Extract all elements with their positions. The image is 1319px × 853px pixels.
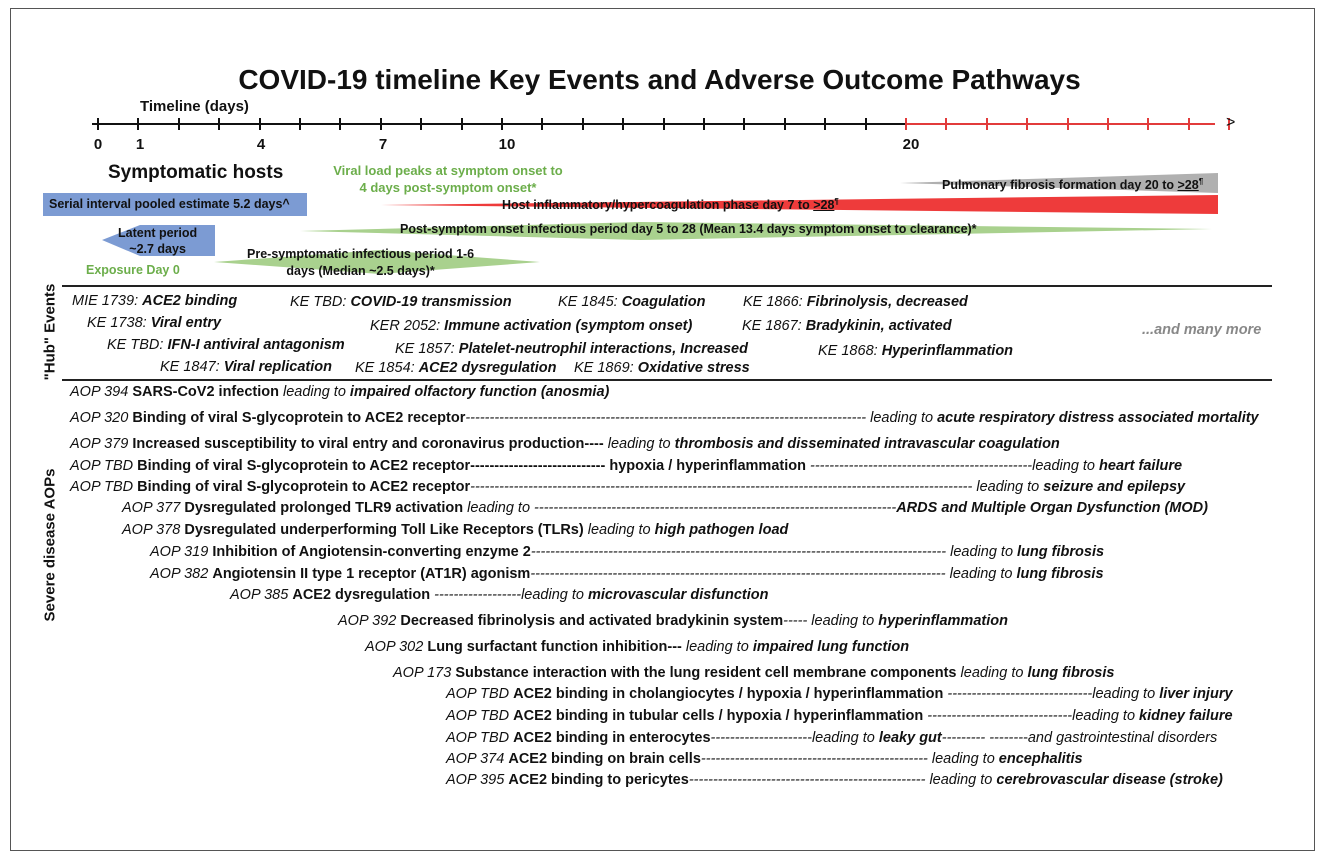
latent-line-2: ~2.7 days: [129, 242, 186, 256]
aop-id: AOP 320: [70, 410, 133, 426]
aop-id: AOP 382: [150, 566, 213, 582]
aop-id: AOP 173: [393, 665, 456, 681]
aop-name: Decreased fibrinolysis and activated bradykinin system: [400, 613, 784, 629]
latent-period-label: [118, 225, 197, 257]
hub-event: [160, 359, 332, 375]
aop-row: [446, 708, 1233, 724]
aop-lead: ------------------leading to: [430, 587, 588, 603]
aop-id: AOP TBD: [446, 708, 514, 724]
aop-row: [338, 613, 1008, 629]
inflammation-label: [502, 197, 839, 212]
aop-outcome: encephalitis: [998, 751, 1083, 767]
aop-row: [70, 436, 1060, 452]
tick-label-4: 4: [256, 136, 266, 153]
hub-event-id: MIE 1739:: [72, 293, 139, 309]
exposure-label: Exposure Day 0: [86, 263, 180, 277]
hub-event-id: KE TBD:: [107, 337, 164, 353]
postsymptom-label: Post-symptom onset infectious period day 5 to 28 (Mean 13.4 days symptom onset to clearance)*: [400, 222, 977, 236]
hub-event-id: KER 2052:: [370, 318, 441, 334]
hub-event: [818, 343, 1013, 359]
hub-event-id: KE 1845:: [558, 294, 618, 310]
tick-label-7: 7: [378, 136, 388, 153]
presymptomatic-label: [247, 246, 474, 280]
tick-label-1: 1: [135, 136, 145, 153]
hub-event-name: ACE2 binding: [142, 293, 238, 309]
aop-row: [150, 544, 1104, 560]
presym-line-2: days (Median ~2.5 days)*: [286, 264, 435, 278]
aop-lead: -------------------------------------------------------------------------------------- leading to: [530, 544, 1018, 560]
aop-name: SARS-CoV2 infection: [132, 384, 279, 400]
hub-event-name: Platelet-neutrophil interactions, Increased: [458, 341, 748, 357]
aop-row: [230, 587, 768, 603]
aop-lead: leading to: [956, 665, 1028, 681]
aop-outcome: ARDS and Multiple Organ Dysfunction (MOD): [896, 500, 1208, 516]
aop-name: Binding of viral S-glycoprotein to ACE2 receptor: [137, 479, 471, 495]
viral-load-note: Viral load peaks at symptom onset to 4 days post-symptom onset*: [333, 163, 563, 195]
symptomatic-hosts-heading: Symptomatic hosts: [108, 162, 284, 183]
aop-outcome: liver injury: [1159, 686, 1233, 702]
aop-id: AOP TBD: [70, 458, 138, 474]
aop-id: AOP TBD: [446, 686, 514, 702]
aop-name: Substance interaction with the lung resident cell membrane components: [455, 665, 957, 681]
more-events-note: ...and many more: [1142, 322, 1262, 338]
hub-event: [558, 294, 705, 310]
hub-event-id: KE TBD:: [290, 294, 347, 310]
severe-aops-heading-text: Severe disease AOPs: [41, 468, 59, 622]
aop-tail: --------- --------and gastrointestinal disorders: [941, 730, 1218, 746]
aop-lead: ----- leading to: [783, 613, 879, 629]
hub-event: [574, 360, 750, 376]
aop-id: AOP 392: [338, 613, 401, 629]
aop-outcome: lung fibrosis: [1017, 544, 1105, 560]
hub-top-rule: [62, 285, 1272, 287]
aop-name: Increased susceptibility to viral entry and coronavirus production----: [132, 436, 604, 452]
hub-event-id: KE 1854:: [355, 360, 415, 376]
timeline-arrow: >: [1226, 114, 1236, 131]
aop-row: [70, 458, 1182, 474]
hub-event: [290, 294, 512, 310]
hub-event-name: Fibrinolysis, decreased: [806, 294, 968, 310]
hub-event: [72, 293, 237, 309]
fibrosis-label-days: >28: [1177, 178, 1199, 193]
hub-event: [87, 315, 221, 331]
hub-event: [107, 337, 345, 353]
aop-outcome: microvascular disfunction: [587, 587, 769, 603]
aop-lead: leading to: [681, 639, 753, 655]
aop-id: AOP 394: [70, 384, 133, 400]
fibrosis-label-text: Pulmonary fibrosis formation day 20 to: [942, 178, 1178, 193]
aop-outcome: lung fibrosis: [1027, 665, 1115, 681]
aop-row: [446, 686, 1233, 702]
aop-id: AOP 385: [230, 587, 293, 603]
hub-event-id: KE 1857:: [395, 341, 455, 357]
hub-event-name: Oxidative stress: [637, 360, 750, 376]
aop-outcome: high pathogen load: [654, 522, 789, 538]
hub-event-name: Bradykinin, activated: [805, 318, 952, 334]
hub-event: [743, 294, 968, 310]
hub-event-name: Viral replication: [223, 359, 332, 375]
hub-event-id: KE 1847:: [160, 359, 220, 375]
aop-name: Angiotensin II type 1 receptor (AT1R) agonism: [212, 566, 531, 582]
aop-name: Dysregulated underperforming Toll Like Receptors (TLRs): [184, 522, 584, 538]
hub-event-name: Immune activation (symptom onset): [444, 318, 693, 334]
hub-events-heading: [37, 284, 63, 380]
hub-event: [742, 318, 952, 334]
aop-outcome: leaky gut: [878, 730, 942, 746]
inflammation-label-text: Host inflammatory/hypercoagulation phase day 7 to: [502, 198, 814, 213]
hub-event-name: Hyperinflammation: [881, 343, 1014, 359]
aop-lead: leading to: [583, 522, 655, 538]
hub-event-id: KE 1738:: [87, 315, 147, 331]
aop-row: [150, 566, 1104, 582]
hub-event-name: Viral entry: [150, 315, 222, 331]
hub-event-id: KE 1868:: [818, 343, 878, 359]
aop-lead: leading to ---------------------------------------------------------------------------: [463, 500, 897, 516]
serial-interval-label: Serial interval pooled estimate 5.2 days^: [49, 197, 290, 211]
aop-row: [122, 500, 1208, 516]
hub-events-heading-text: "Hub" Events: [41, 283, 59, 381]
tick-label-10: 10: [498, 136, 516, 153]
aop-lead: ------------------------------leading to: [943, 686, 1160, 702]
aop-name: ACE2 dysregulation: [292, 587, 431, 603]
aop-name: ACE2 binding in enterocytes: [513, 730, 711, 746]
hub-event-name: ACE2 dysregulation: [418, 360, 557, 376]
aop-row: [446, 751, 1083, 767]
aop-lead: ----------------------------------------------------------------------------------- leading to: [465, 410, 938, 426]
aop-row: [446, 730, 1217, 746]
hub-event: [370, 318, 692, 334]
aop-name: Dysregulated prolonged TLR9 activation: [184, 500, 464, 516]
presym-line-1: Pre-symptomatic infectious period 1-6: [247, 247, 475, 261]
aop-name: Inhibition of Angiotensin-converting enzyme 2: [212, 544, 531, 560]
fibrosis-label-mark: ¶: [1198, 177, 1204, 186]
aop-outcome: thrombosis and disseminated intravascular coagulation: [674, 436, 1060, 452]
aop-lead: leading to: [603, 436, 675, 452]
aop-id: AOP 302: [365, 639, 428, 655]
aop-name: ACE2 binding in tubular cells / hypoxia / hyperinflammation: [513, 708, 924, 724]
hub-event-name: Coagulation: [621, 294, 706, 310]
aop-row: [70, 384, 609, 400]
aop-row: [70, 479, 1185, 495]
hub-event-name: COVID-19 transmission: [350, 294, 512, 310]
tick-label-0: 0: [93, 136, 103, 153]
aop-row: [393, 665, 1114, 681]
latent-line-1: Latent period: [118, 226, 198, 240]
aop-outcome: kidney failure: [1139, 708, 1233, 724]
inflammation-label-days: >28: [813, 198, 835, 213]
aop-id: AOP 377: [122, 500, 185, 516]
aop-outcome: heart failure: [1099, 458, 1183, 474]
aop-lead: ----------------------------------------------leading to: [805, 458, 1100, 474]
hub-event-name: IFN-I antiviral antagonism: [167, 337, 345, 353]
aop-name: ACE2 binding in cholangiocytes / hypoxia / hyperinflammation: [513, 686, 944, 702]
aop-outcome: acute respiratory distress associated mortality: [937, 410, 1259, 426]
hub-event-id: KE 1869:: [574, 360, 634, 376]
aop-outcome: seizure and epilepsy: [1043, 479, 1186, 495]
fibrosis-label: [942, 177, 1203, 192]
aop-lead: ---------------------leading to: [710, 730, 879, 746]
aop-id: AOP TBD: [446, 730, 514, 746]
aop-name: Binding of viral S-glycoprotein to ACE2 receptor---------------------------- hypoxia / hyperinflammation: [137, 458, 806, 474]
aop-outcome: impaired olfactory function (anosmia): [349, 384, 610, 400]
inflammation-label-mark: ¶: [834, 197, 839, 206]
aop-name: ACE2 binding to pericytes: [508, 772, 689, 788]
aop-lead: leading to: [278, 384, 350, 400]
hub-event: [395, 341, 748, 357]
aop-id: AOP 379: [70, 436, 133, 452]
severe-aops-heading: [37, 440, 63, 650]
hub-event-id: KE 1867:: [742, 318, 802, 334]
aop-outcome: cerebrovascular disease (stroke): [996, 772, 1223, 788]
figure-title: COVID-19 timeline Key Events and Adverse Outcome Pathways: [238, 64, 1081, 95]
aop-lead: ----------------------------------------------- leading to: [700, 751, 999, 767]
timeline-label: Timeline (days): [140, 98, 249, 115]
aop-lead: -------------------------------------------------------------------------------------------------------- leading to: [470, 479, 1044, 495]
hub-bottom-rule: [62, 379, 1272, 381]
aop-name: ACE2 binding on brain cells: [508, 751, 701, 767]
aop-id: AOP TBD: [70, 479, 138, 495]
aop-outcome: hyperinflammation: [878, 613, 1008, 629]
period-bars: [0, 0, 1319, 290]
aop-name: Binding of viral S-glycoprotein to ACE2 receptor: [132, 410, 466, 426]
aop-id: AOP 395: [446, 772, 509, 788]
aop-id: AOP 374: [446, 751, 509, 767]
aop-lead: -------------------------------------------------------------------------------------- leading to: [530, 566, 1017, 582]
aop-lead: ------------------------------------------------- leading to: [688, 772, 997, 788]
aop-name: Lung surfactant function inhibition---: [427, 639, 682, 655]
aop-lead: ------------------------------leading to: [923, 708, 1140, 724]
aop-row: [122, 522, 788, 538]
aop-row: [365, 639, 909, 655]
aop-row: [70, 410, 1259, 426]
aop-row: [446, 772, 1223, 788]
aop-outcome: lung fibrosis: [1016, 566, 1104, 582]
hub-event: [355, 360, 556, 376]
aop-outcome: impaired lung function: [752, 639, 910, 655]
aop-id: AOP 378: [122, 522, 185, 538]
tick-label-20: 20: [902, 136, 920, 153]
aop-id: AOP 319: [150, 544, 213, 560]
hub-event-id: KE 1866:: [743, 294, 803, 310]
